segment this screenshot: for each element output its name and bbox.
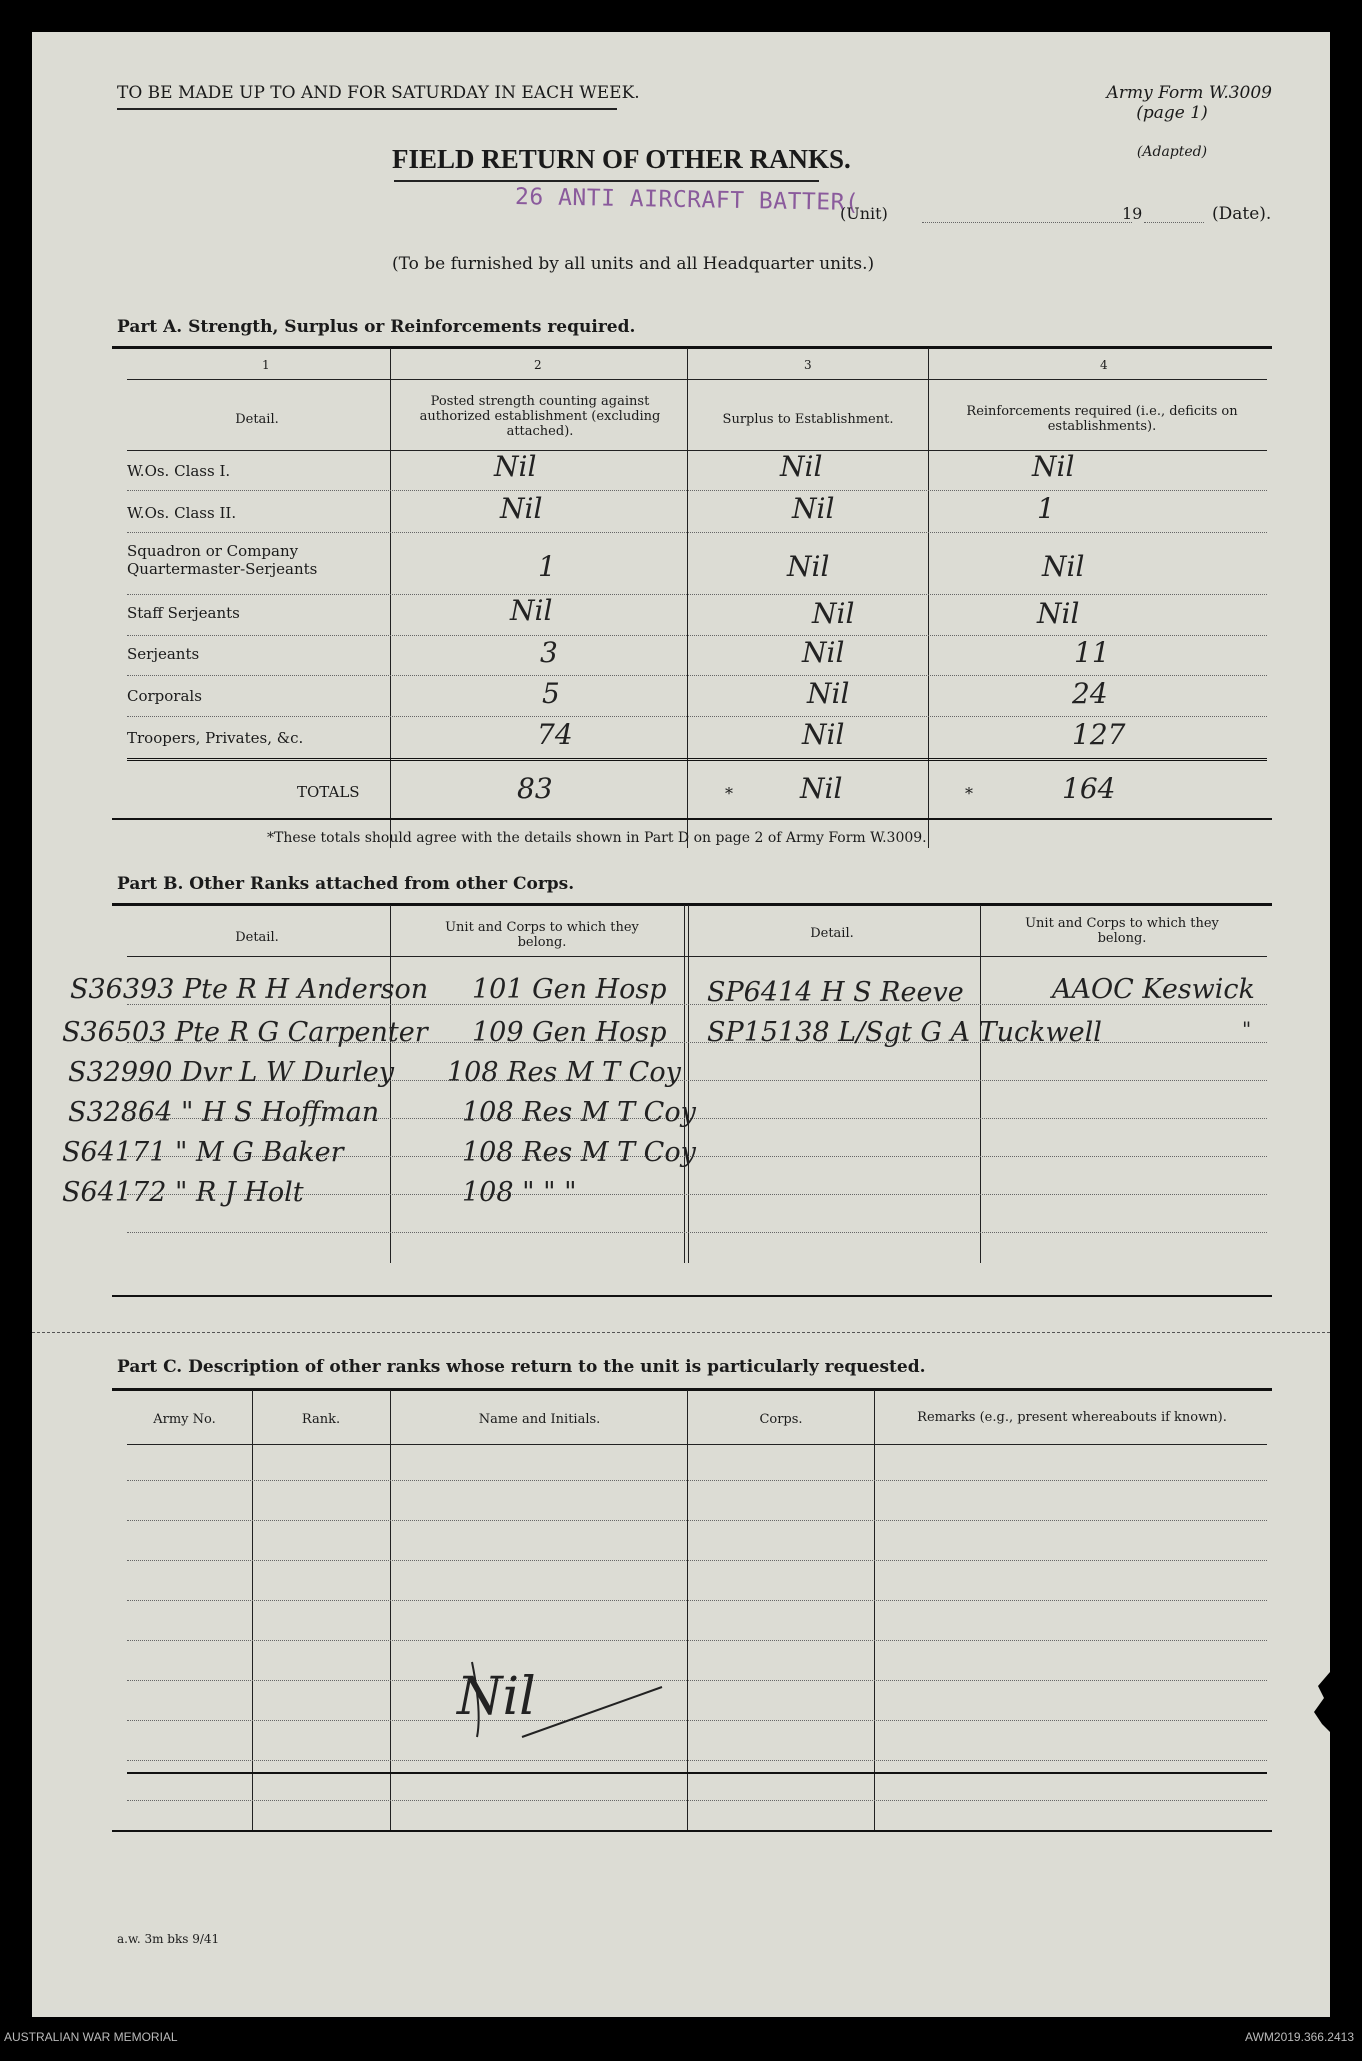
surplus-value: Nil xyxy=(802,636,845,669)
unit-stamp: 26 ANTI AIRCRAFT BATTER( xyxy=(514,183,860,217)
part-c-double-rule xyxy=(127,1772,1267,1774)
col-number-3: 3 xyxy=(804,358,812,372)
title-underline xyxy=(394,180,819,182)
part-c-header-army-no: Army No. xyxy=(153,1412,216,1427)
attached-detail: S36503 Pte R G Carpenter xyxy=(62,1017,428,1048)
row-label: Squadron or Company Quartermaster-Serjeants xyxy=(127,542,318,578)
part-c-row-rule xyxy=(127,1680,1267,1681)
part-a-bottom-rule xyxy=(112,818,1272,820)
attached-unit: 108 Res M T Coy xyxy=(462,1097,696,1128)
row-label: W.Os. Class II. xyxy=(127,504,237,522)
header-surplus: Surplus to Establishment. xyxy=(722,412,894,427)
attached-unit: 108 " " " xyxy=(462,1177,577,1208)
part-c-title: Part C. Description of other ranks whose return to the unit is particularly requested. xyxy=(117,1357,926,1377)
attached-detail: S36393 Pte R H Anderson xyxy=(70,974,429,1005)
totals-footnote: *These totals should agree with the details shown in Part D on page 2 of Army Form W.3009. xyxy=(267,830,927,846)
attached-unit: AAOC Keswick xyxy=(1052,974,1255,1005)
part-c-header-rule xyxy=(127,1444,1267,1445)
archive-credit: AUSTRALIAN WAR MEMORIAL xyxy=(4,2030,178,2044)
posted-value: 3 xyxy=(540,636,558,669)
unit-label: (Unit) xyxy=(840,204,888,223)
part-b-divider-3 xyxy=(980,905,981,1263)
adapted-note: (Adapted) xyxy=(1136,144,1208,160)
reinf-value: 1 xyxy=(1037,492,1055,525)
part-c-row-rule xyxy=(127,1480,1267,1481)
nil-strike-stroke xyxy=(452,1642,672,1752)
part-b-header-unit-left: Unit and Corps to which they belong. xyxy=(445,920,639,950)
part-c-row-rule xyxy=(127,1520,1267,1521)
part-a-divider-2 xyxy=(687,348,688,848)
reinf-value: 127 xyxy=(1072,718,1126,751)
part-c-top-rule xyxy=(112,1388,1272,1391)
row-rule xyxy=(127,594,1267,595)
part-c-row-rule xyxy=(127,1640,1267,1641)
instruction-underline xyxy=(117,108,617,110)
year-dotted-line xyxy=(1144,222,1204,223)
perforation-line xyxy=(32,1332,1330,1333)
print-reference: a.w. 3m bks 9/41 xyxy=(117,1932,220,1946)
date-label: (Date). xyxy=(1212,204,1272,224)
part-c-header-name: Name and Initials. xyxy=(478,1412,601,1427)
col-number-4: 4 xyxy=(1100,358,1108,372)
header-posted-strength: Posted strength counting against authorized establishment (excluding attached). xyxy=(419,394,661,439)
part-c-header-rank: Rank. xyxy=(301,1412,341,1427)
part-a-title: Part A. Strength, Surplus or Reinforcements required. xyxy=(117,317,636,337)
part-c-row-rule xyxy=(127,1560,1267,1561)
header-reinforcements: Reinforcements required (i.e., deficits on establishments). xyxy=(966,404,1238,434)
row-rule xyxy=(127,490,1267,491)
reinf-value: Nil xyxy=(1037,597,1080,630)
posted-value: Nil xyxy=(494,450,537,483)
part-b-bottom-rule xyxy=(112,1295,1272,1297)
posted-value: 5 xyxy=(542,677,560,710)
totals-top-rule xyxy=(127,758,1267,761)
surplus-value: Nil xyxy=(792,492,835,525)
part-a-top-rule xyxy=(112,346,1272,349)
posted-value: Nil xyxy=(500,492,543,525)
header-rule xyxy=(127,450,1267,451)
col-number-rule xyxy=(127,379,1267,380)
part-c-row-rule xyxy=(127,1600,1267,1601)
posted-value: 74 xyxy=(537,718,573,751)
part-b-top-rule xyxy=(112,903,1272,906)
posted-value: 1 xyxy=(538,550,556,583)
reinf-value: 24 xyxy=(1072,677,1108,710)
part-b-row-rule xyxy=(127,1232,1267,1233)
attached-detail: S64171 " M G Baker xyxy=(62,1137,344,1168)
attached-detail: SP15138 L/Sgt G A Tuckwell xyxy=(707,1017,1102,1048)
surplus-value: Nil xyxy=(780,450,823,483)
surplus-value: Nil xyxy=(787,550,830,583)
form-number: Army Form W.3009 xyxy=(1106,83,1272,103)
attached-detail: S32864 " H S Hoffman xyxy=(68,1097,380,1128)
attached-unit: 101 Gen Hosp xyxy=(472,974,667,1005)
header-detail: Detail. xyxy=(235,412,279,427)
unit-dotted-line xyxy=(922,222,1132,223)
row-label: Corporals xyxy=(127,687,202,705)
attached-detail: SP6414 H S Reeve xyxy=(707,977,964,1008)
year-prefix: 19 xyxy=(1122,204,1143,223)
part-c-header-corps: Corps. xyxy=(759,1412,803,1427)
part-c-row-rule xyxy=(127,1720,1267,1721)
part-b-header-detail-left: Detail. xyxy=(235,930,279,945)
part-b-divider-2 xyxy=(684,905,685,1263)
torn-edge xyxy=(1310,1672,1330,1732)
part-a-divider-1 xyxy=(390,348,391,848)
part-c-divider-4 xyxy=(874,1390,875,1830)
part-c-divider-3 xyxy=(687,1390,688,1830)
asterisk-surplus: * xyxy=(725,784,733,803)
part-a-divider-3 xyxy=(928,348,929,848)
part-b-header-rule xyxy=(127,956,1267,957)
form-sheet xyxy=(32,32,1330,2017)
reinf-value: Nil xyxy=(1042,550,1085,583)
part-c-header-remarks: Remarks (e.g., present whereabouts if known). xyxy=(917,1410,1227,1425)
part-b-header-unit-right: Unit and Corps to which they belong. xyxy=(1025,916,1219,946)
totals-label: TOTALS xyxy=(297,783,360,801)
row-label: Serjeants xyxy=(127,645,200,663)
totals-posted: 83 xyxy=(517,772,553,805)
surplus-value: Nil xyxy=(802,718,845,751)
part-b-title: Part B. Other Ranks attached from other Corps. xyxy=(117,874,575,894)
reinf-value: 11 xyxy=(1074,636,1110,669)
attached-unit: 108 Res M T Coy xyxy=(462,1137,696,1168)
row-rule xyxy=(127,675,1267,676)
totals-surplus: Nil xyxy=(800,772,843,805)
row-rule xyxy=(127,532,1267,533)
row-label: Troopers, Privates, &c. xyxy=(127,729,304,747)
furnished-note: (To be furnished by all units and all Headquarter units.) xyxy=(392,254,875,274)
page-title: FIELD RETURN OF OTHER RANKS. xyxy=(392,144,851,174)
weekly-instruction: TO BE MADE UP TO AND FOR SATURDAY IN EACH WEEK. xyxy=(117,83,640,103)
col-number-1: 1 xyxy=(262,358,270,372)
row-label: W.Os. Class I. xyxy=(127,462,231,480)
page-number: (page 1) xyxy=(1136,103,1208,123)
attached-unit: 108 Res M T Coy xyxy=(447,1057,681,1088)
attached-detail: S64172 " R J Holt xyxy=(62,1177,304,1208)
archive-reference: AWM2019.366.2413 xyxy=(1245,2030,1354,2044)
part-c-divider-1 xyxy=(252,1390,253,1830)
posted-value: Nil xyxy=(510,594,553,627)
attached-unit: " xyxy=(1242,1017,1252,1041)
attached-detail: S32990 Dvr L W Durley xyxy=(68,1057,395,1088)
asterisk-reinf: * xyxy=(965,784,973,803)
part-c-row-rule xyxy=(127,1760,1267,1761)
row-label: Staff Serjeants xyxy=(127,604,240,622)
part-b-header-detail-right: Detail. xyxy=(810,926,854,941)
surplus-value: Nil xyxy=(807,677,850,710)
row-rule xyxy=(127,716,1267,717)
surplus-value: Nil xyxy=(812,597,855,630)
attached-unit: 109 Gen Hosp xyxy=(472,1017,667,1048)
part-c-divider-2 xyxy=(390,1390,391,1830)
col-number-2: 2 xyxy=(534,358,542,372)
part-c-nil-entry: Nil xyxy=(457,1667,536,1727)
totals-reinf: 164 xyxy=(1062,772,1116,805)
reinf-value: Nil xyxy=(1032,450,1075,483)
part-c-row-rule xyxy=(127,1800,1267,1801)
part-b-divider-2b xyxy=(688,905,689,1263)
part-c-bottom-rule xyxy=(112,1830,1272,1832)
